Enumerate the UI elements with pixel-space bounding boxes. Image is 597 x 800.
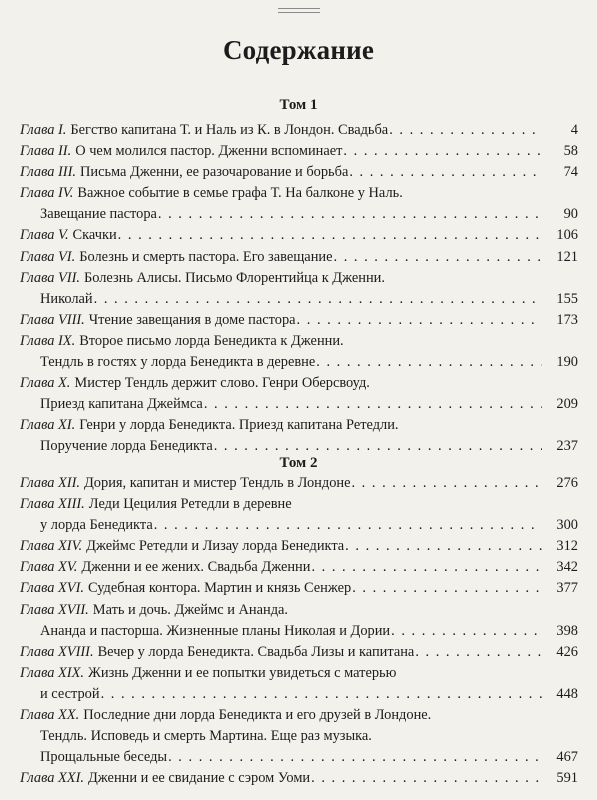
page-number: 398: [556, 622, 578, 639]
chapter-title: Леди Цецилия Ретедли в деревне: [88, 496, 292, 513]
toc-entry-line: [20, 747, 578, 768]
toc-entry-line: [20, 204, 578, 225]
chapter-title: Важное событие в семье графа Т. На балконе у Наль.: [77, 185, 403, 202]
toc-entry: [20, 183, 578, 225]
page-number: 300: [556, 517, 578, 534]
dot-leader: [311, 768, 542, 789]
chapter-title: Вечер у лорда Бенедикта. Свадьба Лизы и капитана: [97, 643, 415, 660]
chapter-label: Глава I.: [20, 122, 67, 138]
chapter-title: Болезнь Алисы. Письмо Флорентийца к Дженни.: [83, 269, 385, 286]
toc-entry: [20, 557, 578, 578]
toc-entry: [20, 415, 578, 457]
chapter-title: Болезнь и смерть пастора. Его завещание: [79, 248, 333, 265]
chapter-label: Глава VIII.: [20, 311, 85, 328]
page-number: 467: [556, 749, 578, 766]
toc-entry: [20, 373, 578, 415]
dot-leader: [352, 578, 542, 599]
chapter-label: Глава V.: [20, 227, 69, 244]
toc-entry-line: [20, 352, 578, 373]
chapter-title: Последние дни лорда Бенедикта и его друзей в Лондоне.: [83, 707, 432, 724]
chapter-title: Завещание пастора: [40, 206, 157, 223]
chapter-title: Письма Дженни, ее разочарование и борьба: [79, 164, 349, 181]
toc-entry: [20, 705, 578, 768]
toc-entry-line: [20, 162, 578, 183]
volume-2-heading: Том 2: [279, 455, 318, 471]
toc-entry-line: [20, 494, 578, 515]
chapter-title: Тендль в гостях у лорда Бенедикта в деревне: [40, 354, 316, 371]
chapter-title: у лорда Бенедикта: [40, 517, 153, 534]
toc-entry-line: [20, 473, 578, 494]
chapter-title: Джеймс Ретедли и Лизау лорда Бенедикта: [86, 538, 345, 555]
dot-leader: [158, 204, 542, 225]
page-number: 58: [563, 143, 578, 160]
chapter-title: Мать и дочь. Джеймс и Ананда.: [92, 601, 289, 618]
toc-entry: [20, 473, 578, 494]
dot-leader: [343, 141, 542, 162]
chapter-title: Генри у лорда Бенедикта. Приезд капитана Ретедли.: [79, 417, 399, 434]
toc-entry-line: [20, 768, 578, 789]
toc-entry-line: [20, 578, 578, 599]
dot-leader: [154, 515, 542, 536]
toc-entry: [20, 600, 578, 642]
chapter-label: Глава IX.: [20, 332, 76, 349]
page-number: 237: [556, 438, 578, 455]
chapter-label: Глава XV.: [20, 559, 78, 576]
toc-entry: [20, 663, 578, 705]
chapter-title: Поручение лорда Бенедикта: [40, 438, 213, 455]
toc-entry: [20, 247, 578, 268]
chapter-title: Николай: [40, 290, 93, 307]
dot-leader: [334, 247, 543, 268]
page-number: 106: [556, 227, 578, 244]
toc-entry: [20, 268, 578, 310]
toc-entry-line: [20, 642, 578, 663]
page-number: 591: [556, 770, 578, 787]
toc-entry-line: [20, 684, 578, 705]
chapter-label: Глава XVII.: [20, 601, 89, 618]
dot-leader: [415, 642, 542, 663]
toc-entry: [20, 310, 578, 331]
chapter-label: Глава XVI.: [20, 580, 84, 597]
chapter-label: Глава XIII.: [20, 496, 85, 513]
toc-entry-line: [20, 600, 578, 621]
chapter-title: О чем молился пастор. Дженни вспоминает: [75, 143, 343, 160]
chapter-title: Второе письмо лорда Бенедикта к Дженни.: [79, 332, 344, 349]
toc-entry-line: [20, 726, 578, 747]
toc-entry-line: [20, 536, 578, 557]
dot-leader: [389, 120, 542, 141]
toc-entry-line: [20, 331, 578, 352]
toc-entry-line: [20, 289, 578, 310]
toc-entry-line: [20, 663, 578, 684]
chapter-label: Глава X.: [20, 375, 71, 392]
dot-leader: [349, 162, 542, 183]
dot-leader: [101, 684, 542, 705]
page-number: 173: [556, 311, 578, 328]
chapter-title: Дория, капитан и мистер Тендль в Лондоне: [83, 475, 351, 491]
chapter-label: Глава XX.: [20, 707, 80, 724]
chapter-label: Глава VII.: [20, 269, 80, 286]
page-title: Содержание: [222, 35, 375, 65]
chapter-title: и сестрой: [40, 685, 100, 702]
toc-entry-line: [20, 225, 578, 246]
dot-leader: [118, 225, 542, 246]
chapter-title: Дженни и ее жених. Свадьба Дженни: [81, 559, 311, 576]
dot-leader: [345, 536, 542, 557]
page-number: 209: [556, 396, 578, 413]
chapter-label: Глава XVIII.: [20, 643, 94, 660]
dot-leader: [316, 352, 542, 373]
toc-entry-line: [20, 373, 578, 394]
toc-volume-2: [20, 473, 578, 789]
chapter-label: Глава XIX.: [20, 664, 84, 681]
chapter-label: Глава III.: [20, 164, 76, 181]
toc-entry-line: [20, 557, 578, 578]
page-number: 377: [556, 580, 578, 597]
dot-leader: [94, 289, 542, 310]
chapter-title: Мистер Тендль держит слово. Генри Оберсвоуд.: [74, 375, 370, 392]
page-number: 155: [556, 290, 578, 307]
chapter-title: Жизнь Дженни и ее попытки увидеться с матерью: [87, 664, 397, 681]
dot-leader: [351, 473, 542, 494]
toc-entry-line: [20, 515, 578, 536]
toc-entry-line: [20, 247, 578, 268]
dot-leader: [297, 310, 542, 331]
chapter-title: Прощальные беседы: [40, 749, 168, 766]
chapter-title: Бегство капитана Т. и Наль из К. в Лондон. Свадьба: [70, 122, 389, 138]
toc-entry-line: [20, 141, 578, 162]
chapter-label: Глава XIV.: [20, 538, 83, 555]
top-ornament: [278, 8, 320, 13]
dot-leader: [168, 747, 542, 768]
chapter-label: Глава VI.: [20, 248, 76, 265]
chapter-title: Чтение завещания в доме пастора: [88, 311, 296, 328]
chapter-title: Судебная контора. Мартин и князь Сенжер: [87, 580, 352, 597]
toc-entry-line: [20, 705, 578, 726]
toc-entry-line: [20, 120, 578, 141]
volume-1-heading: Том 1: [279, 97, 318, 113]
page-number: 342: [556, 559, 578, 576]
page-number: 190: [556, 354, 578, 371]
toc-entry-line: [20, 310, 578, 331]
chapter-label: Глава XI.: [20, 417, 76, 434]
page-number: 4: [570, 122, 578, 138]
toc-entry: [20, 642, 578, 663]
toc-entry: [20, 225, 578, 246]
toc-entry: [20, 768, 578, 789]
toc-entry-line: [20, 415, 578, 436]
chapter-title: Скачки: [72, 227, 117, 244]
toc-entry: [20, 578, 578, 599]
toc-entry-line: [20, 268, 578, 289]
page-number: 276: [556, 475, 578, 491]
toc-entry: [20, 141, 578, 162]
dot-leader: [311, 557, 542, 578]
chapter-label: Глава II.: [20, 143, 72, 160]
chapter-label: Глава IV.: [20, 185, 74, 202]
toc-entry: [20, 120, 578, 141]
toc-volume-1: [20, 120, 578, 458]
chapter-title: Ананда и пасторша. Жизненные планы Николая и Дории: [40, 622, 391, 639]
dot-leader: [204, 394, 542, 415]
toc-entry: [20, 536, 578, 557]
chapter-title: Приезд капитана Джеймса: [40, 396, 203, 413]
dot-leader: [391, 621, 542, 642]
toc-entry-line: [20, 621, 578, 642]
toc-entry-line: [20, 183, 578, 204]
page-number: 90: [563, 206, 578, 223]
page-number: 426: [556, 643, 578, 660]
chapter-label: Глава XII.: [20, 475, 80, 491]
toc-entry: [20, 331, 578, 373]
page-number: 312: [556, 538, 578, 555]
toc-entry: [20, 494, 578, 536]
page-number: 74: [563, 164, 578, 181]
chapter-title: Тендль. Исповедь и смерть Мартина. Еще раз музыка.: [40, 728, 372, 745]
page-number: 448: [556, 685, 578, 702]
page-number: 121: [556, 248, 578, 265]
chapter-label: Глава XXI.: [20, 770, 84, 787]
chapter-title: Дженни и ее свидание с сэром Уоми: [87, 770, 311, 787]
toc-entry: [20, 162, 578, 183]
toc-entry-line: [20, 394, 578, 415]
